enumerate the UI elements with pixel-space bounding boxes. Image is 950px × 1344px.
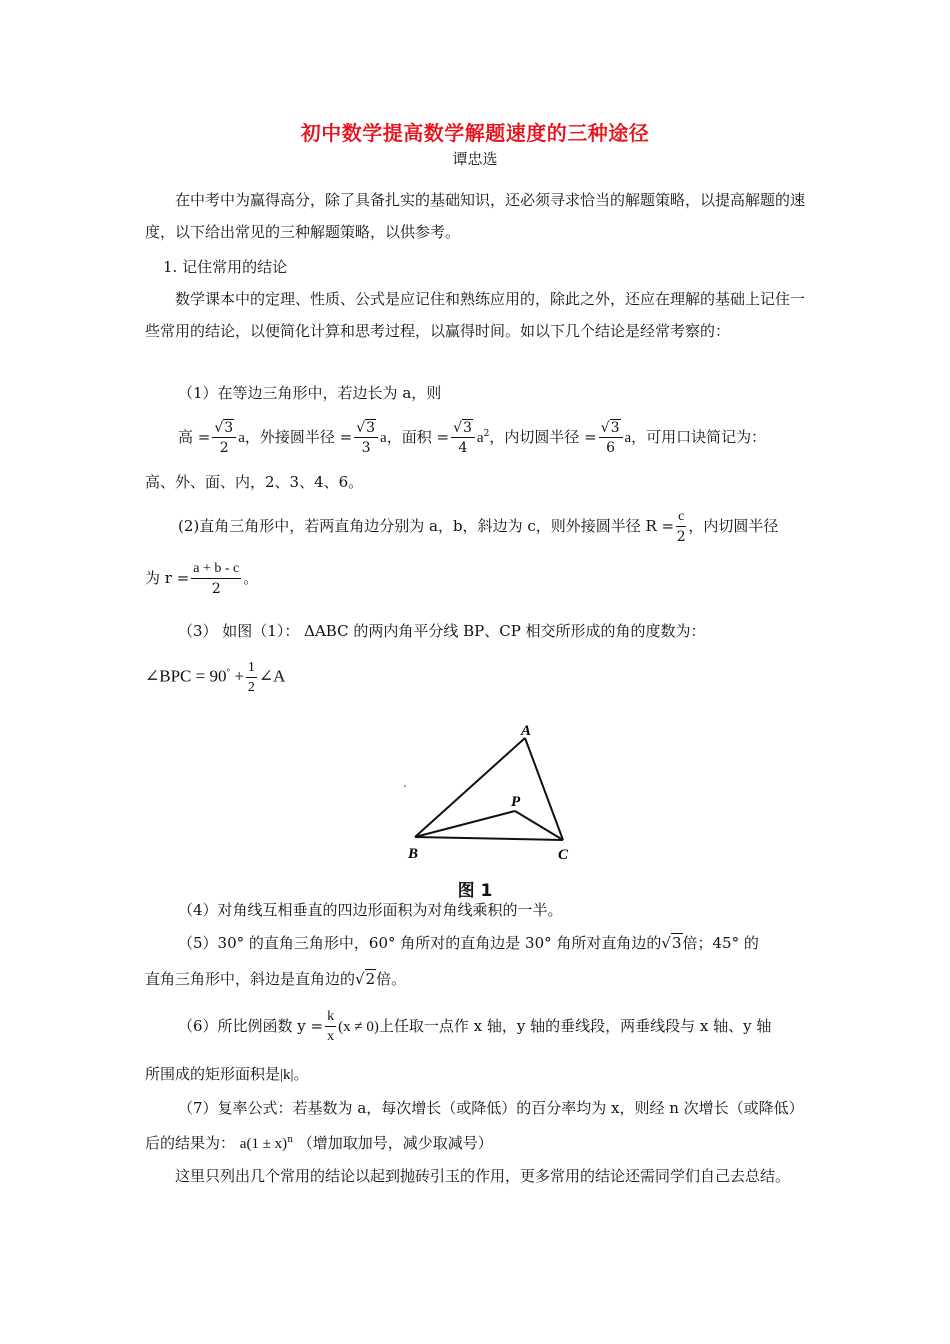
item2-text: 。 — [243, 569, 259, 587]
angle-a: ∠A — [258, 666, 286, 686]
label-b: B — [408, 846, 419, 862]
label-p: P — [511, 794, 521, 810]
fraction: $\frac{√3}{3}$ — [354, 421, 378, 455]
item7-text: （增加取加号，减少取减号） — [297, 1134, 493, 1152]
item6-line2 — [145, 1058, 309, 1091]
abs-k: |k| — [280, 1067, 294, 1083]
denominator: 2 — [219, 440, 229, 456]
radicand: 2 — [365, 970, 376, 988]
section-paragraph: 数学课本中的定理、性质、公式是应记住和熟练应用的，除此之外，还应在理解的基础上记住一些常用的结论，以便简化计算和思考过程，以赢得时间。如以下几个结论是经常考察的： — [145, 290, 806, 340]
bisector-cp — [515, 811, 563, 840]
numerator: c — [676, 510, 686, 527]
item6-text: （6）所比例函数 y = — [178, 1017, 324, 1035]
radicand: 3 — [366, 420, 376, 436]
sqrt2: √2 — [355, 970, 376, 988]
denominator: 2 — [211, 581, 221, 597]
triangle-figure — [400, 722, 580, 867]
item1-formulas — [178, 418, 766, 455]
item7-line1: （7）复率公式：若基数为 a，每次增长（或降低）的百分率均为 x，则经 n 次增长（或降低） — [178, 1099, 804, 1117]
item1-lead: （1）在等边三角形中，若边长为 a，则 — [178, 384, 442, 402]
denominator: 3 — [361, 440, 371, 456]
item5-text: 倍；45° 的 — [682, 934, 759, 952]
item5-text: 直角三角形中，斜边是直角边的 — [145, 970, 356, 988]
denominator: 6 — [606, 440, 616, 456]
denominator: 2 — [247, 679, 255, 695]
item2-line2 — [145, 562, 258, 596]
radicand: 3 — [462, 420, 472, 436]
sqrt3: √3 — [661, 934, 682, 952]
fraction — [191, 562, 241, 596]
item5-line1 — [178, 927, 759, 959]
condition: (x ≠ 0) — [338, 1019, 379, 1035]
fraction — [676, 510, 686, 544]
fraction — [246, 661, 257, 695]
document-title: 初中数学提高数学解题速度的三种途径 — [300, 121, 650, 145]
numerator: 1 — [246, 661, 257, 678]
radicand: 3 — [671, 934, 682, 952]
plus-sign: + — [234, 666, 244, 686]
item6-text: 上任取一点作 x 轴，y 轴的垂线段，两垂线段与 x 轴、y 轴 — [378, 1017, 772, 1035]
neiqie-label: ，内切圆半径 = — [489, 428, 597, 446]
intro-paragraph: 在中考中为赢得高分，除了具备扎实的基础知识，还必须寻求恰当的解题策略，以提高解题的速度，以下给出常见的三种解题策略，以供参考。 — [145, 191, 806, 241]
fraction: $\frac{√3}{4}$ — [451, 421, 475, 455]
mianji-label: ，面积 = — [386, 428, 450, 446]
numerator: a + b - c — [191, 562, 241, 579]
numerator: k — [325, 1010, 336, 1027]
exponent: 2 — [483, 429, 490, 439]
fraction: $\frac{√3}{2}$ — [212, 421, 236, 455]
item6-line1 — [178, 1010, 771, 1044]
denominator: 2 — [676, 529, 686, 545]
label-c: C — [558, 847, 569, 863]
item1-mnemonic: 高、外、面、内，2、3、4、6。 — [145, 473, 364, 491]
variable-a: a — [380, 430, 387, 446]
degree-symbol: ° — [226, 667, 231, 677]
item2-text: ，内切圆半径 — [688, 517, 779, 535]
item5-text: 倍。 — [376, 970, 407, 988]
item7-line2 — [145, 1124, 493, 1160]
item5-line2 — [145, 963, 406, 995]
variable-a: a — [238, 430, 245, 446]
item6-text: 。 — [293, 1065, 309, 1083]
fraction — [325, 1010, 336, 1044]
section-heading: 1. 记住常用的结论 — [163, 258, 288, 276]
exponent-n: n — [287, 1135, 293, 1145]
gao-label: 高 = — [178, 428, 211, 446]
item4: （4）对角线互相垂直的四边形面积为对角线乘积的一半。 — [178, 901, 563, 919]
stray-dot — [404, 785, 406, 787]
waijie-label: ，外接圆半径 = — [244, 428, 353, 446]
formula-left: ∠BPC = 90 — [145, 666, 227, 686]
item2-text: (2)直角三角形中，若两直角边分别为 a，b，斜边为 c，则外接圆半径 R = — [178, 517, 675, 535]
denominator: 4 — [458, 440, 468, 456]
item2-line1 — [178, 510, 778, 544]
closing-paragraph: 这里只列出几个常用的结论以起到抛砖引玉的作用，更多常用的结论还需同学们自己去总结。 — [175, 1167, 791, 1185]
edge-ac — [525, 738, 563, 840]
label-a: A — [521, 723, 532, 739]
author-name: 谭忠选 — [452, 150, 498, 168]
figure-caption: 图 1 — [457, 881, 493, 901]
variable-a: a — [476, 430, 484, 446]
item5-text: （5）30° 的直角三角形中，60° 角所对的直角边是 30° 角所对直角边的 — [178, 934, 662, 952]
item3-line1: （3） 如图（1）： ΔABC 的两内角平分线 BP、CP 相交所形成的角的度数为： — [178, 622, 706, 640]
item2-text: 为 r = — [145, 569, 190, 587]
edge-bc — [415, 837, 563, 840]
item7-text: 后的结果为： — [145, 1134, 236, 1152]
item6-text: 所围成的矩形面积是 — [145, 1065, 281, 1083]
fraction: $\frac{√3}{6}$ — [599, 421, 623, 455]
item3-formula — [145, 656, 285, 695]
growth-formula: a(1 ± x) — [239, 1136, 288, 1152]
radicand: 3 — [610, 420, 620, 436]
koujue-label: ，可用口诀简记为： — [631, 428, 767, 446]
variable-a: a — [624, 430, 632, 446]
denominator: x — [327, 1029, 335, 1044]
radicand: 3 — [224, 420, 234, 436]
